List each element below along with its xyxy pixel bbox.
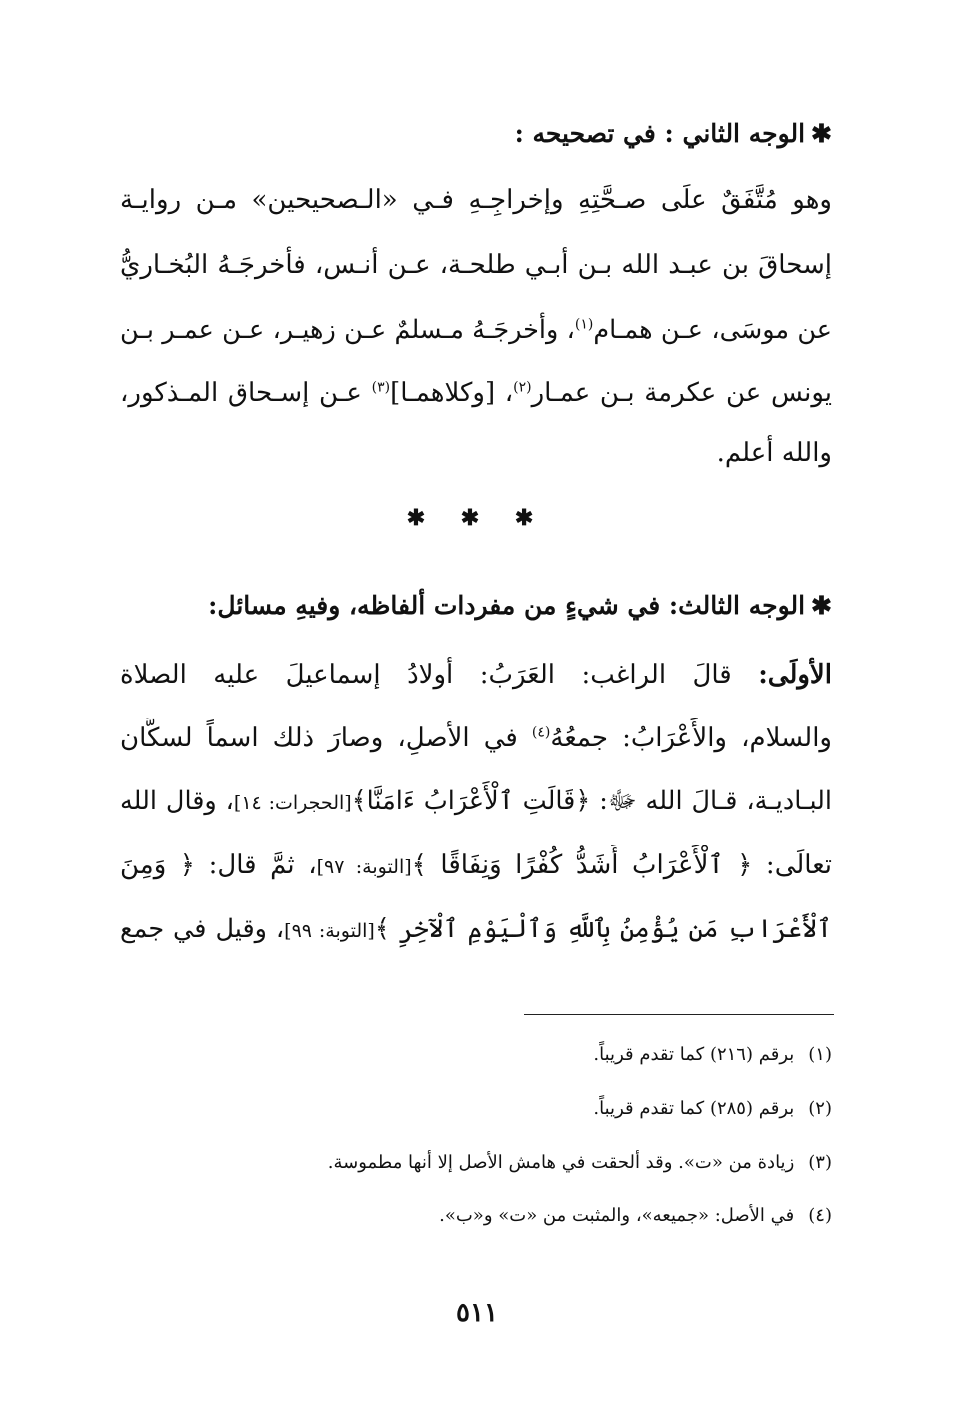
body-line: الأولَى: قالَ الراغب: العَرَبُ: أولادُ إسماعيلَ عليه الصلاة [120,660,832,690]
footnote-ref[interactable]: (١) [574,316,594,333]
body-line: عن موسَى، عـن همـام$^{(١)}$، وأخرجَـهُ مـسلمٌ عـن زهيـر، عـن عمـر بـن [120,315,832,345]
footnote-number: (٤) [808,1205,832,1226]
issue-label: الأولَى: [758,660,832,690]
verse-reference: [التوبة: ٩٧] [316,856,412,878]
body-line: يونس عن عكرمة بـن عمـار$^{(٢)}$، [وكلاهمـا]$^{(٣)}$ عـن إسـحاق المـذكور، [120,378,832,408]
body-line: وهو مُتَّفَقٌ علَى صـحَّتِهِ وإخراجِـهِ فـي «الـصحيحين» مـن روايـة [120,185,832,215]
body-line: إسحاقَ بن عبـد الله بـن أبـي طلحـة، عـن أنـس، فأخرجَـهُ البُخـاريُّ [120,250,832,280]
verse-reference: [الحجرات: ١٤] [233,792,352,814]
quran-quote: ٱلْأَعْرَابِ مَن يُؤْمِنُ بِٱللَّهِ وَٱلْيَوْمِ ٱلْآخِرِ ﴾ [374,914,832,944]
footnote-ref[interactable]: (٣) [371,379,391,396]
body-line: البـاديـة، قـالَ الله ﷻ: ﴿قَالَتِ ٱلْأَعْرَابُ ءَامَنَّا﴾[الحجرات: ١٤]، وقال الله [120,786,832,816]
footnote: (٤)في الأصل: «جميعه»، والمثبت من «ت» و«ب». [439,1205,832,1226]
body-line: ٱلْأَعْرَابِ مَن يُؤْمِنُ بِٱللَّهِ وَٱلْيَوْمِ ٱلْآخِرِ ﴾[التوبة: ٩٩]، وقيل في جمع [120,914,832,944]
quran-quote: تعالَى: ﴿ ٱلْأَعْرَابُ أَشَدُّ كُفْرًا وَنِفَاقًا ﴾ [411,850,832,880]
asterisk-icon: ✱ [811,591,832,620]
asterisk-icon: ✱ [811,119,832,148]
footnote-ref[interactable]: (٤) [531,724,551,741]
body-line: والسلام، والأَعْرَابُ: جمعُهُ$^{(٤)}$ في الأصلِ، وصارَ ذلك اسماً لسكَّان [120,723,832,753]
section-heading-3: ✱الوجه الثالث: في شيءٍ من مفردات ألفاظه، وفيهِ مسائل: [208,591,832,620]
body-line: تعالَى: ﴿ ٱلْأَعْرَابُ أَشَدُّ كُفْرًا وَنِفَاقًا ﴾[التوبة: ٩٧]، ثمَّ قال: ﴿ وَمِنَ [120,850,832,880]
footnote-divider [524,1014,834,1015]
page-number: ٥١١ [456,1298,498,1328]
footnote-number: (٢) [808,1098,832,1119]
footnote: (٢)برقم (٢٨٥) كما تقدم قريباً. [593,1098,832,1119]
footnote: (١)برقم (٢١٦) كما تقدم قريباً. [593,1044,832,1065]
section-heading-2: ✱الوجه الثاني : في تصحيحه : [514,119,832,148]
footnote-ref[interactable]: (٢) [513,379,532,396]
footnote: (٣)زيادة من «ت». وقد ألحقت في هامش الأصل إلا أنها مطموسة. [327,1152,832,1173]
quran-quote: البـاديـة، قـالَ الله ﷻ: ﴿قَالَتِ ٱلْأَعْرَابُ ءَامَنَّا﴾ [351,786,832,816]
footnote-number: (١) [808,1044,832,1065]
verse-reference: [التوبة: ٩٩] [284,920,375,942]
section-separator: ✱ ✱ ✱ [406,505,548,531]
body-line: والله أعلم. [716,438,832,468]
footnote-number: (٣) [808,1152,832,1173]
